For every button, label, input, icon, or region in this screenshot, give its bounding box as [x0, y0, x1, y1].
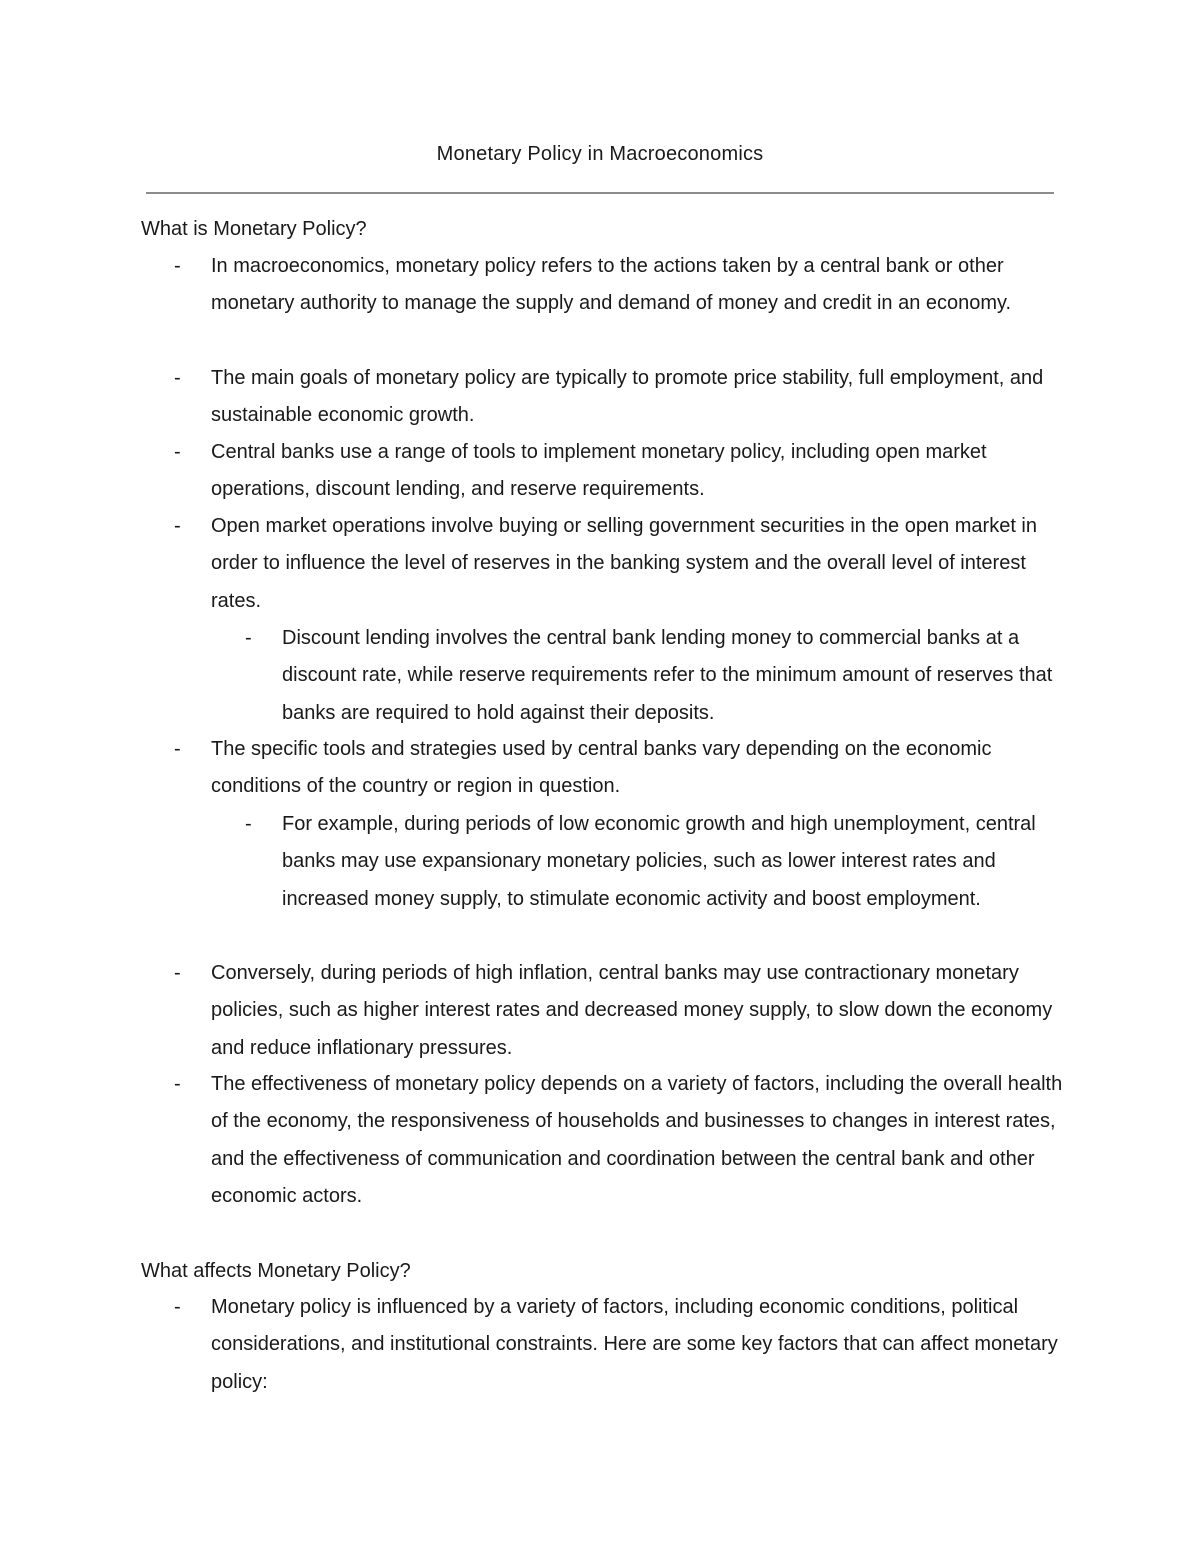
bullet-dash: - [245, 813, 252, 835]
bullet-dash: - [174, 1296, 181, 1318]
document-title: Monetary Policy in Macroeconomics [436, 143, 764, 165]
section-heading-what-is: What is Monetary Policy? [141, 218, 367, 240]
bullet-text: For example, during periods of low economic growth and high unemployment, central banks may use expansionary monetary policies, such as lower interest rates and increased money supply, to stimulate economic activity and boost employment. [282, 813, 1036, 910]
bullet-text: Conversely, during periods of high inflation, central banks may use contractionary monetary policies, such as higher interest rates and decreased money supply, to slow down the economy and reduce inflationary pressures. [211, 962, 1053, 1059]
bullet-text: Central banks use a range of tools to implement monetary policy, including open market operations, discount lending, and reserve requirements. [211, 441, 987, 501]
title-divider [146, 192, 1054, 194]
bullet-dash: - [174, 367, 181, 389]
bullet-dash: - [174, 441, 181, 463]
bullet-text: The main goals of monetary policy are typically to promote price stability, full employment, and sustainable economic growth. [211, 367, 1044, 427]
bullet-dash: - [245, 627, 252, 649]
bullet-dash: - [174, 962, 181, 984]
bullet-dash: - [174, 1073, 181, 1095]
bullet-text: The specific tools and strategies used by central banks vary depending on the economic conditions of the country or region in question. [211, 738, 992, 798]
bullet-text: In macroeconomics, monetary policy refers to the actions taken by a central bank or other monetary authority to manage the supply and demand of money and credit in an economy. [211, 255, 1012, 315]
bullet-dash: - [174, 515, 181, 537]
section-heading-what-affects: What affects Monetary Policy? [141, 1260, 411, 1282]
bullet-text: Discount lending involves the central bank lending money to commercial banks at a discount rate, while reserve requirements refer to the minimum amount of reserves that banks are required to hold against their deposits. [282, 627, 1053, 724]
bullet-text: The effectiveness of monetary policy depends on a variety of factors, including the overall health of the economy, the responsiveness of households and businesses to changes in interest rates, and the effectiveness of communication and coordination between the central bank and other economic actors. [211, 1073, 1063, 1207]
bullet-text: Monetary policy is influenced by a variety of factors, including economic conditions, political considerations, and institutional constraints. Here are some key factors that can affect monetary policy: [211, 1296, 1058, 1393]
bullet-dash: - [174, 738, 181, 760]
bullet-dash: - [174, 255, 181, 277]
bullet-text: Open market operations involve buying or selling government securities in the open market in order to influence the level of reserves in the banking system and the overall level of interest rates. [211, 515, 1037, 612]
